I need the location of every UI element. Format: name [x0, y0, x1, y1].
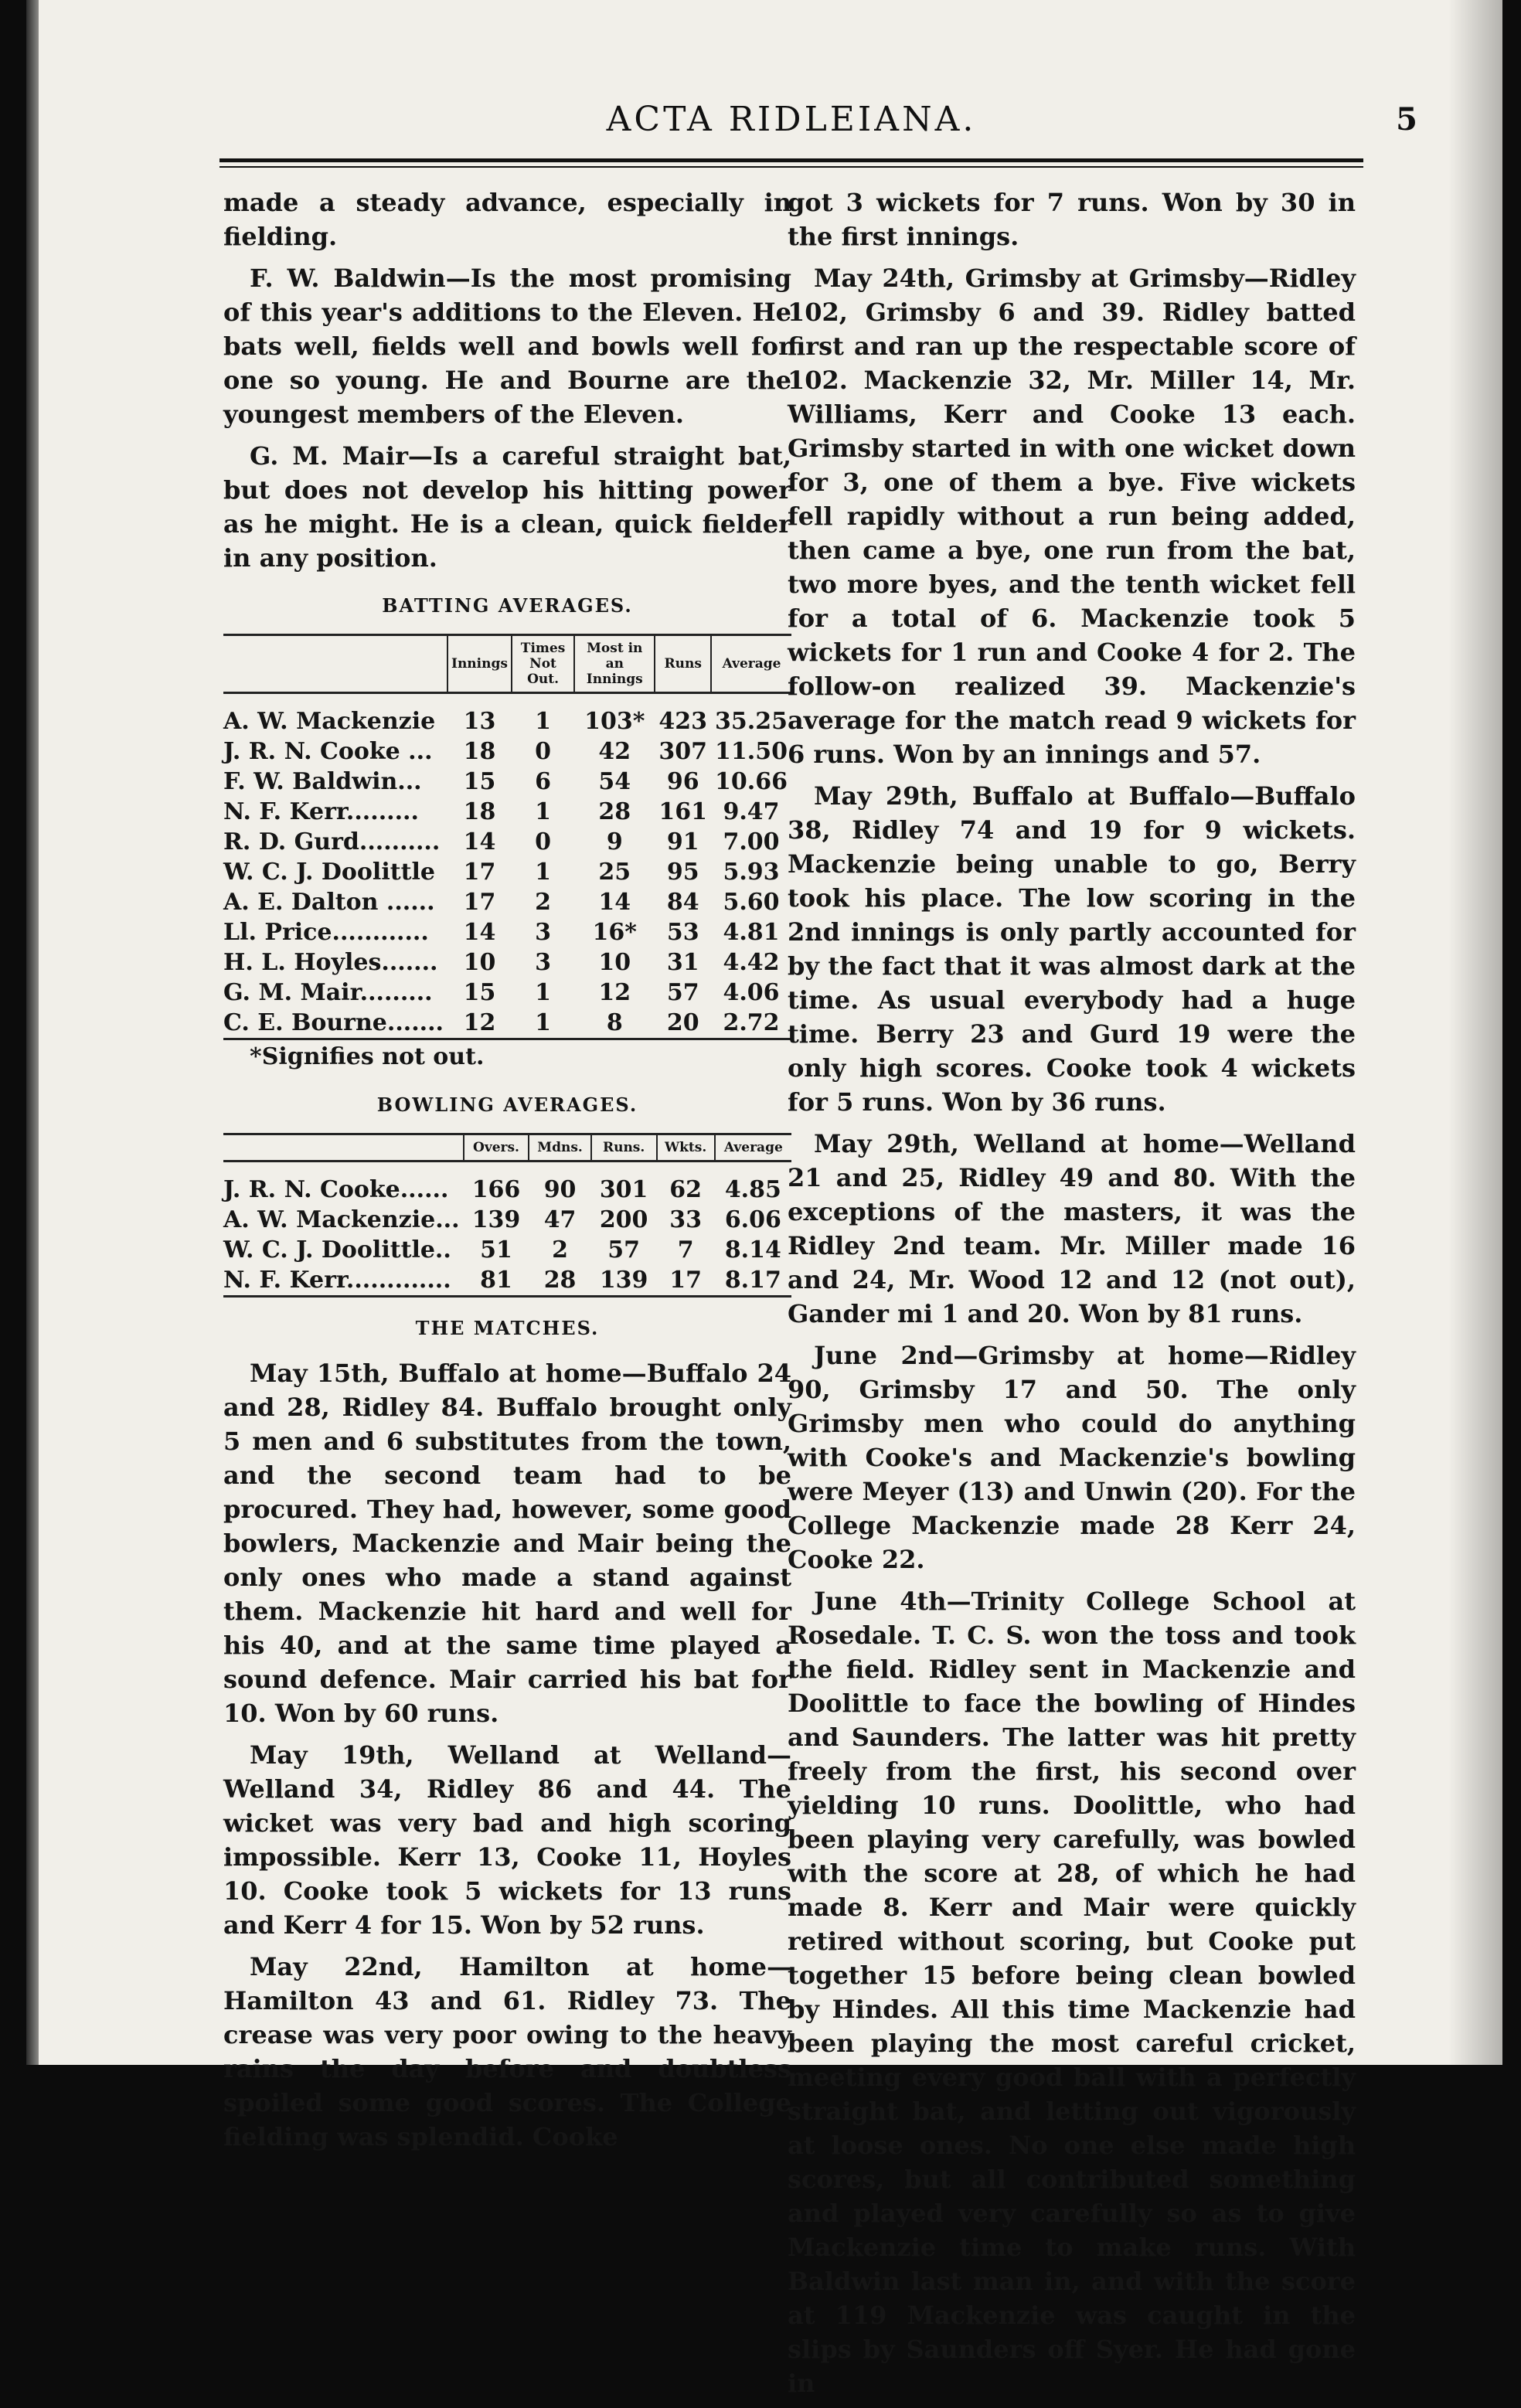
paragraph: got 3 wickets for 7 runs. Won by 30 in the first innings. — [788, 188, 1356, 251]
player-name-cell: A. W. Mackenzie — [223, 708, 436, 735]
player-name-cell: W. C. J. Doolittle — [223, 859, 435, 886]
table-cell: 1 — [535, 708, 551, 735]
table-cell: 301 — [599, 1176, 648, 1203]
table-cell: 6 — [535, 768, 551, 795]
table-cell: 166 — [471, 1176, 521, 1203]
right-column — [788, 185, 1356, 2408]
paragraph: May 15th, Buffalo at home—Buffalo 24 and 28, Ridley 84. Buffalo brought only 5 men and 6 substitutes from the town, and the second team had to be procured. They had, however, some good bowlers, Mackenzie and Mair being the only ones who made a stand against them. Mackenzie hit hard and well for his 40, and at the same time played a sound defence. Mair carried his bat for 10. Won by 60 runs. — [223, 1359, 791, 1728]
table-row — [223, 1175, 791, 1205]
table-cell: 103* — [584, 708, 645, 735]
table-row — [223, 706, 791, 736]
table-cell: 7.00 — [723, 828, 780, 855]
table-cell: 9.47 — [723, 798, 780, 825]
player-name-cell: A. E. Dalton ...... — [223, 889, 435, 916]
batting-averages-heading: BATTING AVERAGES. — [382, 594, 633, 617]
table-header-cell: Wkts. — [657, 1134, 715, 1161]
paragraph: made a steady advance, especially in fielding. — [223, 188, 791, 251]
table-cell: 4.85 — [724, 1176, 781, 1203]
table-cell: 4.81 — [723, 919, 780, 946]
table-header-cell — [223, 635, 447, 693]
table-cell: 81 — [464, 1265, 529, 1297]
page-header — [189, 93, 1417, 147]
table-cell: 6.06 — [724, 1206, 781, 1233]
table-spacer — [223, 693, 791, 707]
table-cell: 17 — [463, 889, 496, 916]
table-cell: 17 — [657, 1265, 715, 1297]
table-row — [223, 978, 791, 1008]
table-cell: 5.60 — [723, 889, 780, 916]
table-cell: 95 — [666, 859, 699, 886]
table-header-cell: Most in an Innings — [574, 635, 655, 693]
table-cell: 1 — [535, 859, 551, 886]
table-cell: 2.72 — [711, 1008, 791, 1039]
table-cell: 57 — [607, 1236, 640, 1264]
table-cell: 28 — [529, 1265, 590, 1297]
table-cell: 1 — [535, 979, 551, 1006]
matches-heading: THE MATCHES. — [415, 1317, 600, 1339]
player-name-cell: J. R. N. Cooke...... — [223, 1176, 449, 1203]
table-cell: 307 — [658, 738, 708, 765]
table-cell: 33 — [669, 1206, 703, 1233]
table-cell: 10.66 — [715, 768, 788, 795]
table-cell: 12 — [598, 979, 631, 1006]
table-cell: 13 — [463, 708, 496, 735]
table-cell: 8 — [574, 1008, 655, 1039]
running-title: ACTA RIDLEIANA. — [606, 100, 977, 139]
player-name-cell: N. F. Kerr............. — [223, 1265, 464, 1297]
table-cell: 17 — [463, 859, 496, 886]
player-name-cell: A. W. Mackenzie... — [223, 1206, 460, 1233]
document-page — [26, 0, 1502, 2398]
table-header-row — [223, 635, 791, 693]
player-name-cell: J. R. N. Cooke ... — [223, 738, 433, 765]
paragraph: June 4th—Trinity College School at Rosedale. T. C. S. won the toss and took the field. Ridley sent in Mackenzie and Doolittle to face the bowling of Hindes and Saunders. The latter was hit pretty freely from the first, his second over yielding 10 runs. Doolittle, who had been playing very carefully, was bowled with the score at 28, of which he had made 8. Kerr and Mair were quickly retired without scoring, but Cooke put together 15 before being clean bowled by Hindes. All this time Mackenzie had been playing the most careful cricket, meeting every good ball with a perfectly straight bat, and letting out vigorously at loose ones. No one else made high scores, but all contributed something and played very carefully so as to give Mackenzie time to make runs. With Baldwin last man in, and with the score at 119 Mackenzie was caught in the slips by Saunders off Syer. He had gone in — [788, 1587, 1356, 2398]
table-cell: 12 — [447, 1008, 512, 1039]
table-cell: 42 — [598, 738, 631, 765]
table-cell: 423 — [658, 708, 708, 735]
table-header-cell: Average — [715, 1134, 791, 1161]
table-cell: 0 — [535, 828, 551, 855]
table-cell: 62 — [669, 1176, 703, 1203]
table-cell: 2 — [535, 889, 551, 916]
bowling-table-body — [223, 1161, 791, 1297]
table-cell: 3 — [535, 949, 551, 976]
bowling-averages-table — [223, 1133, 791, 1298]
table-row — [223, 1235, 791, 1265]
paragraph: May 22nd, Hamilton at home—Hamilton 43 and 61. Ridley 73. The crease was very poor owing to the heavy rains the day before and doubtless spoiled some good scores. The College fielding was splendid. Cooke — [223, 1952, 791, 2151]
table-row — [223, 857, 791, 887]
paragraph: May 24th, Grimsby at Grimsby—Ridley 102, Grimsby 6 and 39. Ridley batted first and ran up the respectable score of 102. Mackenzie 32, Mr. Miller 14, Mr. Williams, Kerr and Cooke 13 each. Grimsby started in with one wicket down for 3, one of them a bye. Five wickets fell rapidly without a run being added, then came a bye, one run from the bat, two more byes, and the tenth wicket fell for a total of 6. Mackenzie took 5 wickets for 1 run and Cooke 4 for 2. The follow-on realized 39. Mackenzie's average for the match read 9 wickets for 6 runs. Won by an innings and 57. — [788, 264, 1356, 769]
table-cell: 54 — [598, 768, 631, 795]
table-spacer — [223, 1161, 791, 1175]
page-number: 5 — [1396, 101, 1417, 138]
table-cell: 18 — [463, 738, 496, 765]
table-cell: 16* — [592, 919, 637, 946]
table-cell: 15 — [463, 768, 496, 795]
paragraph: F. W. Baldwin—Is the most promising of this year's additions to the Eleven. He bats well, fields well and bowls well for one so young. He and Bourne are the youngest members of the Eleven. — [223, 264, 791, 429]
table-cell: 96 — [666, 768, 699, 795]
table-cell: 14 — [463, 919, 496, 946]
player-name-cell: N. F. Kerr......... — [223, 798, 419, 825]
table-row — [223, 767, 791, 797]
table-cell: 14 — [463, 828, 496, 855]
table-row — [223, 797, 791, 827]
page-binding-shadow — [26, 0, 39, 2065]
player-name-cell: C. E. Bourne....... — [223, 1008, 447, 1039]
table-cell: 10 — [463, 949, 496, 976]
table-cell: 10 — [598, 949, 631, 976]
table-cell: 51 — [480, 1236, 512, 1264]
table-cell: 47 — [543, 1206, 577, 1233]
table-header-cell: Runs. — [591, 1134, 657, 1161]
table-cell: 18 — [463, 798, 496, 825]
table-cell: 7 — [677, 1236, 694, 1264]
paragraph: June 2nd—Grimsby at home—Ridley 90, Grimsby 17 and 50. The only Grimsby men who could do anything with Cooke's and Mackenzie's bowling were Meyer (13) and Unwin (20). For the College Mackenzie made 28 Kerr 24, Cooke 22. — [788, 1341, 1356, 1574]
table-header-cell: Runs — [655, 635, 711, 693]
table-cell: 15 — [463, 979, 496, 1006]
page-edge-shadow — [1448, 0, 1502, 2065]
table-cell: 8.17 — [715, 1265, 791, 1297]
table-cell: 28 — [598, 798, 631, 825]
table-cell: 200 — [599, 1206, 648, 1233]
paragraph: May 19th, Welland at Welland—Welland 34, Ridley 86 and 44. The wicket was very bad and high scoring impossible. Kerr 13, Cooke 11, Hoyles 10. Cooke took 5 wickets for 13 runs and Kerr 4 for 15. Won by 52 runs. — [223, 1740, 791, 1940]
table-cell: 4.42 — [723, 949, 780, 976]
table-cell: 90 — [543, 1176, 577, 1203]
table-row — [223, 1008, 791, 1039]
table-cell: 11.50 — [715, 738, 788, 765]
table-cell: 31 — [666, 949, 699, 976]
table-cell: 139 — [471, 1206, 521, 1233]
table-cell: 53 — [666, 919, 699, 946]
left-column — [223, 185, 791, 2161]
table-cell: 57 — [666, 979, 699, 1006]
batting-table-body — [223, 693, 791, 1039]
table-cell: 1 — [512, 1008, 574, 1039]
table-header-cell: Overs. — [464, 1134, 529, 1161]
not-out-note: *Signifies not out. — [250, 1043, 485, 1070]
table-cell: 139 — [591, 1265, 657, 1297]
player-name-cell: Ll. Price............ — [223, 919, 429, 946]
bowling-averages-heading: BOWLING AVERAGES. — [376, 1093, 638, 1116]
header-rule — [219, 158, 1363, 168]
table-header-cell: Innings — [447, 635, 512, 693]
table-row — [223, 827, 791, 857]
table-cell: 9 — [606, 828, 623, 855]
table-row — [223, 917, 791, 947]
table-header-cell: Times Not Out. — [512, 635, 574, 693]
table-cell: 25 — [598, 859, 631, 886]
table-cell: 3 — [535, 919, 551, 946]
table-header-cell: Mdns. — [529, 1134, 590, 1161]
table-header-cell — [223, 1134, 464, 1161]
table-cell: 35.25 — [715, 708, 788, 735]
paragraph: May 29th, Buffalo at Buffalo—Buffalo 38, Ridley 74 and 19 for 9 wickets. Mackenzie being unable to go, Berry took his place. The low scoring in the 2nd innings is only partly accounted for by the fact that it was almost dark at the time. As usual everybody had a huge time. Berry 23 and Gurd 19 were the only high scores. Cooke took 4 wickets for 5 runs. Won by 36 runs. — [788, 781, 1356, 1117]
table-cell: 8.14 — [724, 1236, 781, 1264]
batting-averages-table — [223, 634, 791, 1040]
table-cell: 4.06 — [723, 979, 780, 1006]
table-cell: 20 — [655, 1008, 711, 1039]
player-name-cell: F. W. Baldwin... — [223, 768, 422, 795]
table-cell: 91 — [666, 828, 699, 855]
table-cell: 161 — [658, 798, 708, 825]
paragraph: G. M. Mair—Is a careful straight bat, but does not develop his hitting power as he might. He is a clean, quick fielder in any position. — [223, 441, 791, 573]
player-name-cell: H. L. Hoyles....... — [223, 949, 438, 976]
table-row — [223, 947, 791, 978]
table-cell: 1 — [535, 798, 551, 825]
player-name-cell: R. D. Gurd.......... — [223, 828, 441, 855]
table-cell: 0 — [535, 738, 551, 765]
player-name-cell: W. C. J. Doolittle.. — [223, 1236, 451, 1264]
paragraph: May 29th, Welland at home—Welland 21 and 25, Ridley 49 and 80. With the exceptions of the masters, it was the Ridley 2nd team. Mr. Miller made 16 and 24, Mr. Wood 12 and 12 (not out), Gander mi 1 and 20. Won by 81 runs. — [788, 1129, 1356, 1328]
table-header-row — [223, 1134, 791, 1161]
table-cell: 14 — [598, 889, 631, 916]
table-cell: 5.93 — [723, 859, 780, 886]
table-cell: 2 — [552, 1236, 568, 1264]
table-row — [223, 887, 791, 917]
table-row — [223, 736, 791, 767]
table-header-cell: Average — [711, 635, 791, 693]
table-row — [223, 1265, 791, 1297]
table-row — [223, 1205, 791, 1235]
player-name-cell: G. M. Mair......... — [223, 979, 433, 1006]
table-cell: 84 — [666, 889, 699, 916]
